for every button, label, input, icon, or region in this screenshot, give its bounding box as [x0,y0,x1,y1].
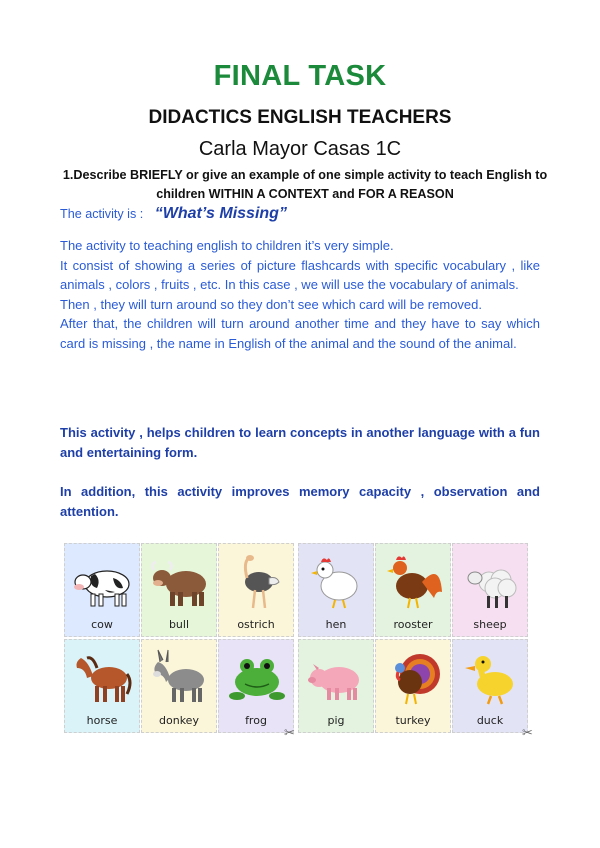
page-subtitle: DIDACTICS ENGLISH TEACHERS [148,107,452,128]
bold-paragraph: In addition, this activity improves memory capacity , observation and attention. [60,484,540,519]
bold-paragraph: This activity , helps children to learn concepts in another language with a fun and entertaining form. [60,425,540,460]
flashcard-cow [64,543,140,637]
flashcard-label: rooster [393,618,433,631]
question-block [60,166,550,204]
page-title: FINAL TASK [213,60,387,92]
paragraph: It consist of showing a series of picture flashcards with specific vocabulary , like animals , colors , fruits , etc. In this case , we will use the vocabulary of animals. [60,257,540,293]
flashcard-label: horse [86,714,118,727]
flashcard-label: ostrich [237,618,275,631]
flashcard-label: cow [91,618,113,631]
pig-icon [305,648,369,708]
flashcard-frog [218,639,294,733]
flashcard-donkey [141,639,217,733]
ostrich-icon [225,552,289,612]
duck-icon [459,648,523,708]
flashcard-label: bull [168,618,190,631]
activity-name: “What’s Missing” [154,205,287,222]
author-line: Carla Mayor Casas 1C [198,138,402,160]
flashcard-duck [452,639,528,733]
horse-icon [71,648,135,708]
flashcard-bull [141,543,217,637]
scissors-icon: ✂ [284,725,295,740]
flashcard-turkey [375,639,451,733]
cow-icon [71,552,135,612]
flashcard-label: pig [327,714,345,727]
flashcard-ostrich [218,543,294,637]
flashcard-pig [298,639,374,733]
flashcard-label: duck [476,714,504,727]
question-number: 1. [62,168,74,182]
activity-description [60,236,540,354]
flashcard-label: sheep [473,618,507,631]
sheep-icon [459,552,523,612]
flashcard-rooster [375,543,451,637]
rooster-icon [382,552,446,612]
flashcard-sheet-right [298,543,530,735]
flashcard-label: donkey [159,714,199,727]
bull-icon [148,552,212,612]
paragraph: The activity to teaching english to children it’s very simple. [60,238,394,253]
paragraph: Then , they will turn around so they don’t see which card will be removed. [60,296,482,312]
flashcard-label: turkey [395,714,431,727]
flashcard-horse [64,639,140,733]
question-text: Describe BRIEFLY or give an example of one simple activity to teach English to children WITHIN A CONTEXT and FOR A REASON [73,168,548,201]
flashcard-label: frog [245,714,267,727]
donkey-icon [148,648,212,708]
activity-intro: The activity is : [60,207,144,221]
flashcard-sheet-left [64,543,294,735]
flashcard-hen [298,543,374,637]
hen-icon [305,552,369,612]
flashcard-sheep [452,543,528,637]
activity-line [60,205,287,223]
scissors-icon: ✂ [522,725,533,740]
turkey-icon [382,648,446,708]
paragraph: After that, the children will turn around another time and they have to say which card is missing , the name in English of the animal and the sound of the animal. [60,316,540,351]
flashcard-label: hen [325,618,347,631]
frog-icon [225,648,289,708]
